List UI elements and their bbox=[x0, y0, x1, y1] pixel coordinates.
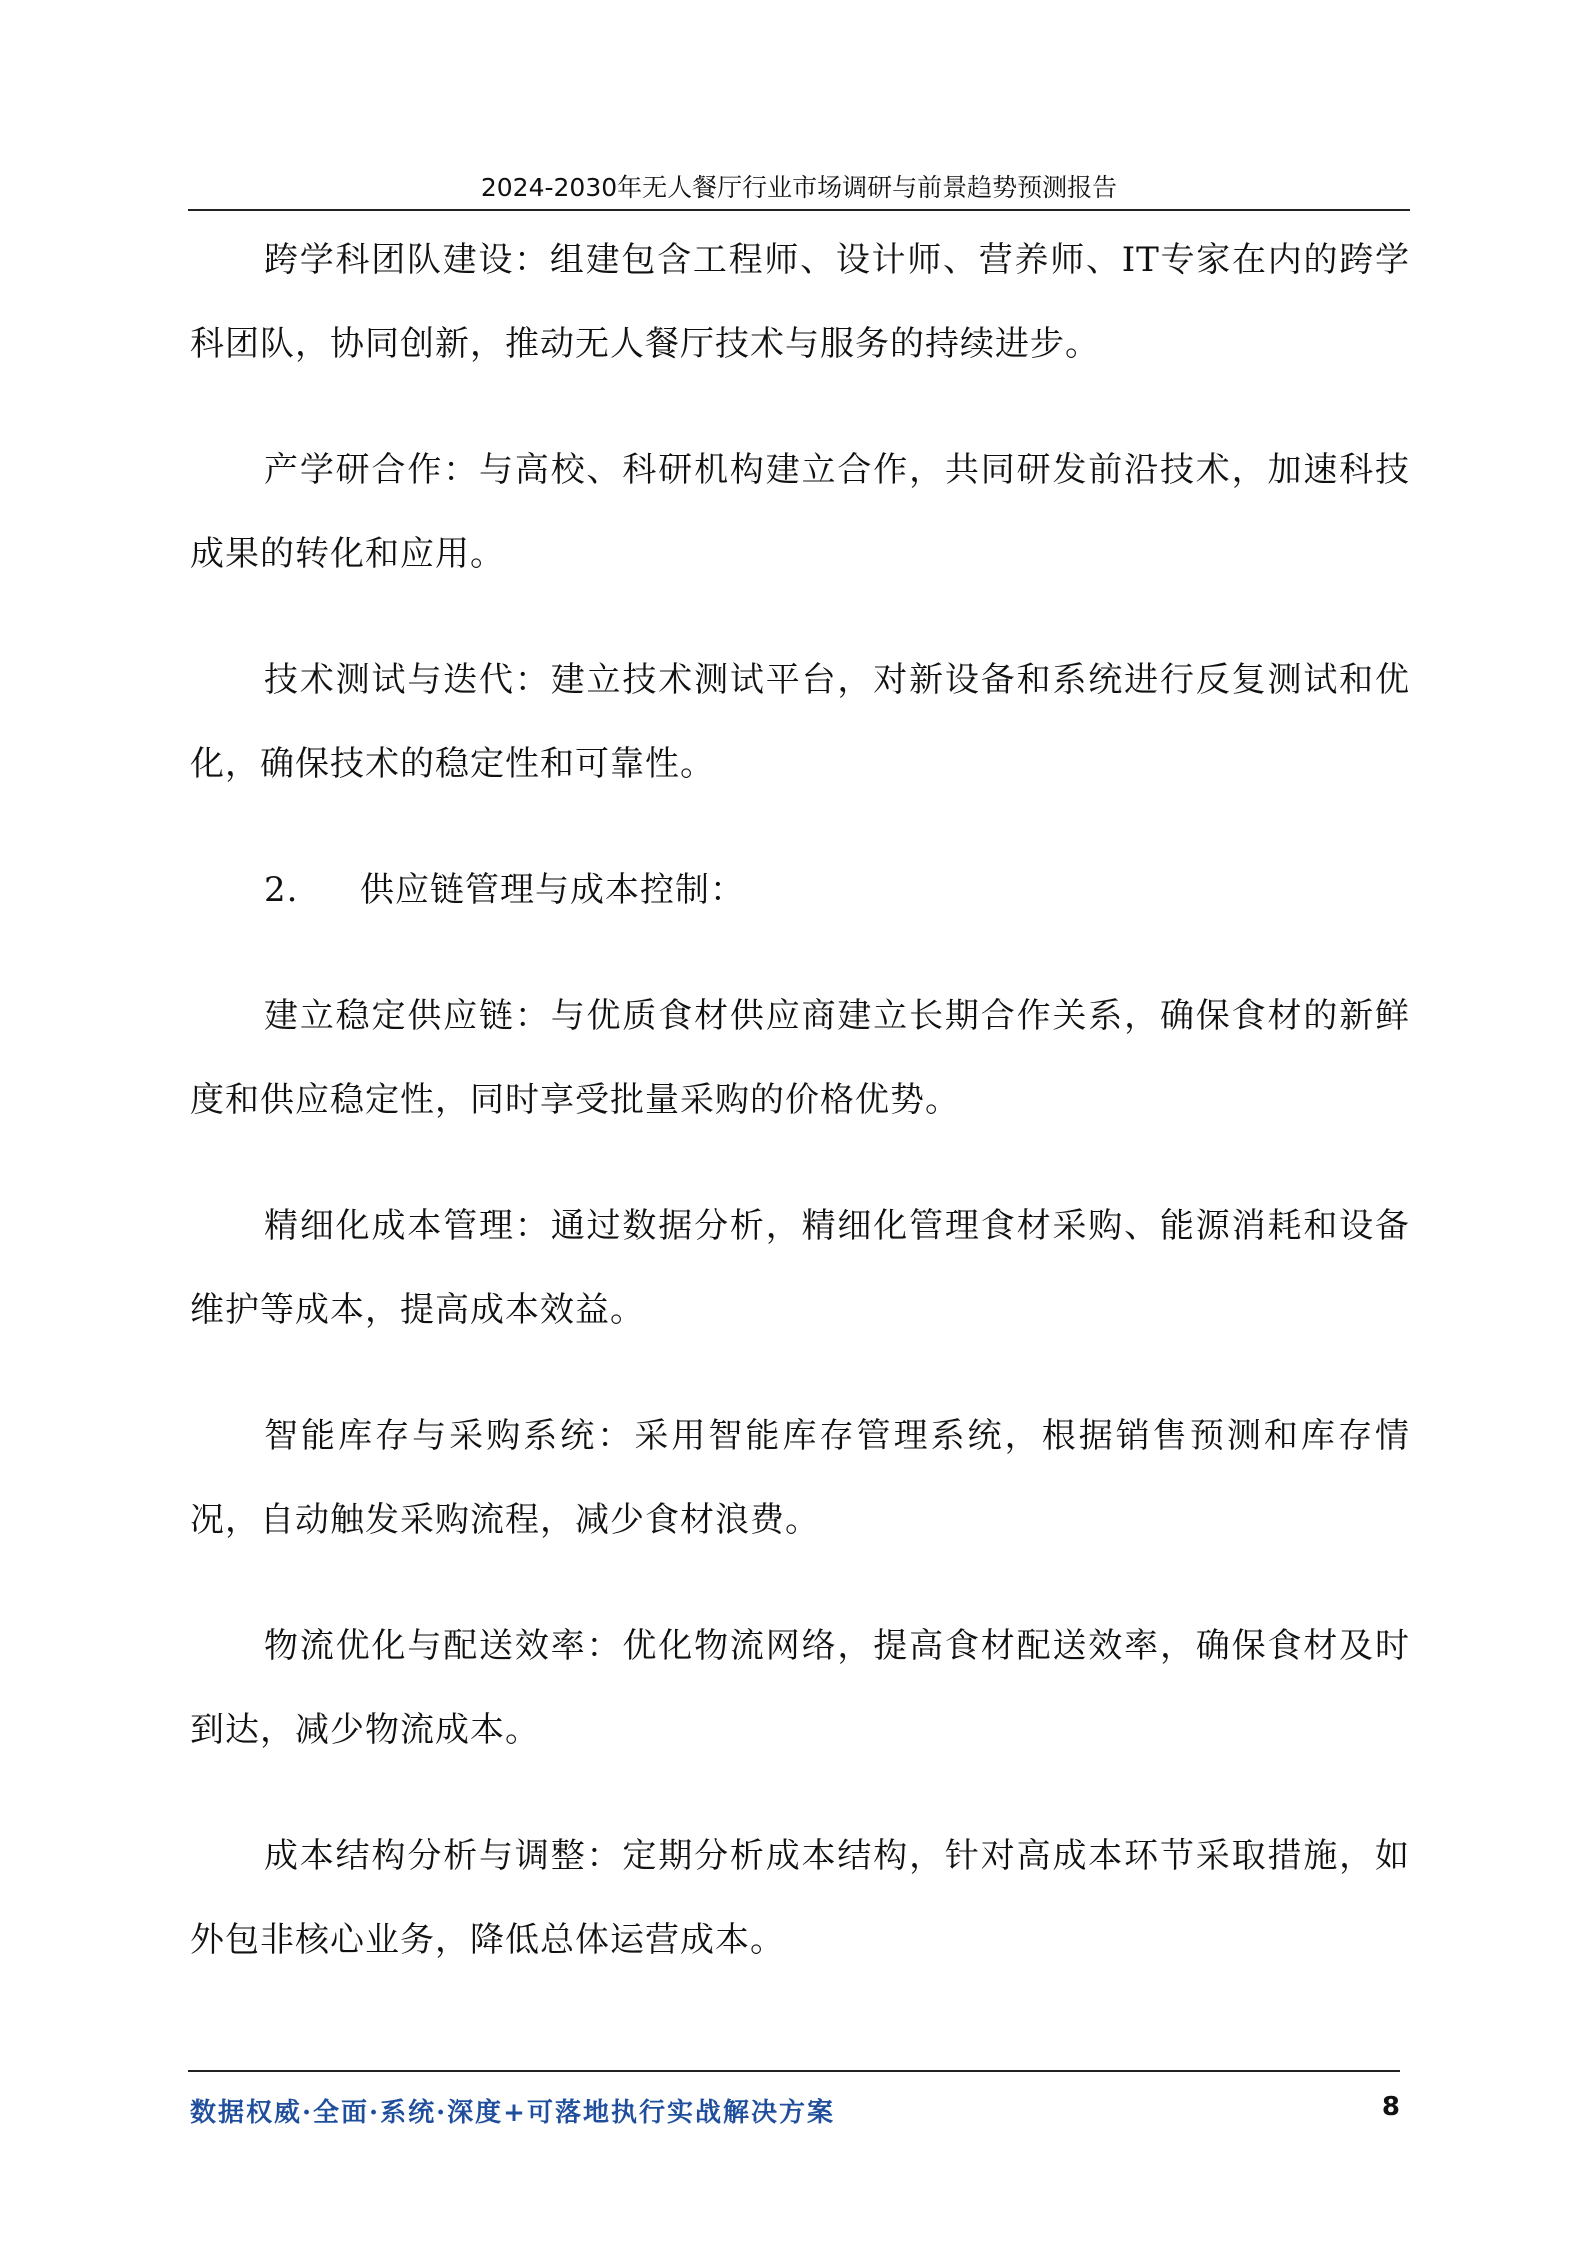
section-heading bbox=[190, 848, 1410, 932]
section-title: 供应链管理与成本控制： bbox=[360, 870, 745, 910]
paragraph-team-building: 跨学科团队建设：组建包含工程师、设计师、营养师、IT专家在内的跨学科团队，协同创新，推动无人餐厅技术与服务的持续进步。 bbox=[190, 240, 1410, 364]
paragraph-cost-structure: 成本结构分析与调整：定期分析成本结构，针对高成本环节采取措施，如外包非核心业务，降低总体运营成本。 bbox=[190, 1836, 1410, 1960]
paragraph-tech-testing: 技术测试与迭代：建立技术测试平台，对新设备和系统进行反复测试和优化，确保技术的稳定性和可靠性。 bbox=[190, 660, 1410, 784]
paragraph-cost-management: 精细化成本管理：通过数据分析，精细化管理食材采购、能源消耗和设备维护等成本，提高成本效益。 bbox=[190, 1206, 1410, 1330]
document-body bbox=[190, 218, 1410, 2024]
paragraph-inventory-system: 智能库存与采购系统：采用智能库存管理系统，根据销售预测和库存情况，自动触发采购流程，减少食材浪费。 bbox=[190, 1416, 1410, 1540]
page-number: 8 bbox=[1381, 2092, 1400, 2122]
footer-slogan: 数据权威·全面·系统·深度+可落地执行实战解决方案 bbox=[190, 2098, 835, 2128]
paragraph-industry-academia: 产学研合作：与高校、科研机构建立合作，共同研发前沿技术，加速科技成果的转化和应用。 bbox=[190, 450, 1410, 574]
paragraph-logistics: 物流优化与配送效率：优化物流网络，提高食材配送效率，确保食材及时到达，减少物流成本。 bbox=[190, 1626, 1410, 1750]
header-divider bbox=[188, 209, 1410, 211]
paragraph-supply-chain: 建立稳定供应链：与优质食材供应商建立长期合作关系，确保食材的新鲜度和供应稳定性，同时享受批量采购的价格优势。 bbox=[190, 996, 1410, 1120]
footer-divider bbox=[188, 2070, 1400, 2072]
page-header-title: 2024-2030年无人餐厅行业市场调研与前景趋势预测报告 bbox=[480, 173, 1118, 202]
section-number: 2. bbox=[264, 870, 299, 910]
